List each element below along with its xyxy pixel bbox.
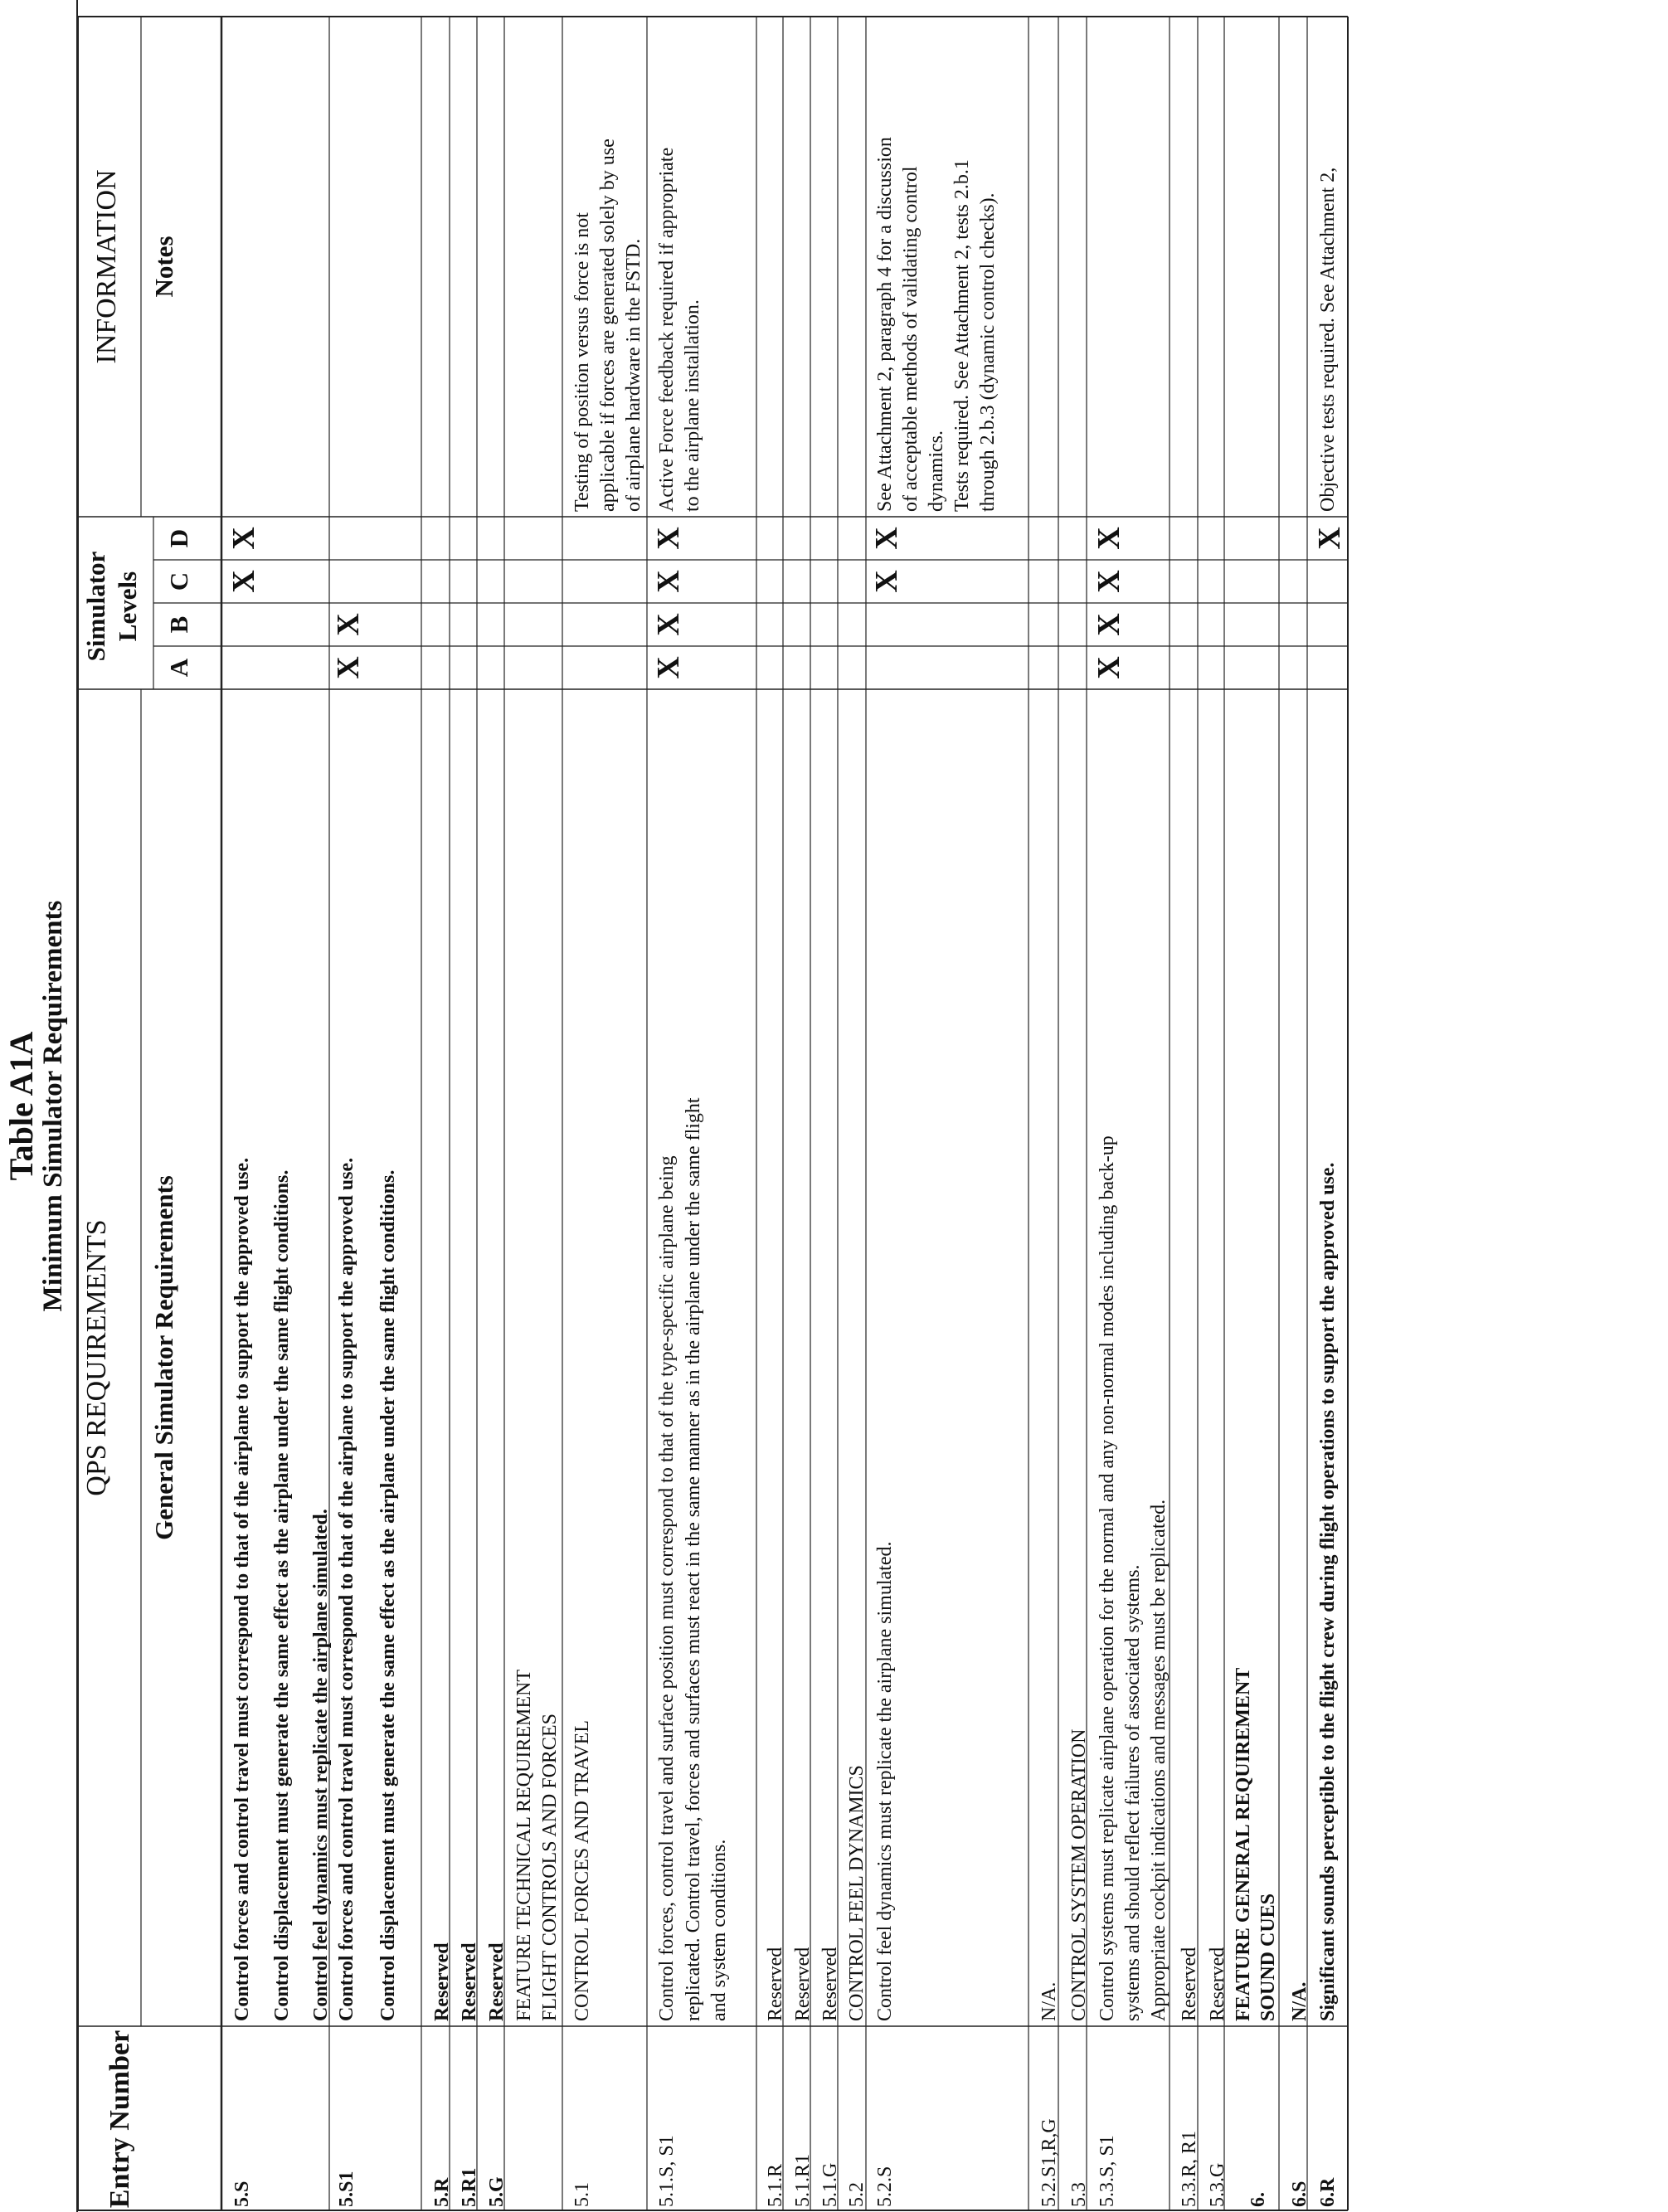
entry-number: 5.S1 (336, 2171, 357, 2207)
note-text: Tests required. See Attachment 2, tests 2.b.1 (951, 159, 973, 512)
level-d-mark: X (1092, 527, 1126, 550)
section-heading: CONTROL SYSTEM OPERATION (1068, 1728, 1090, 2021)
entry-number: 5.1.G (819, 2162, 841, 2207)
header-information: INFORMATION (91, 169, 122, 364)
level-c-mark: X (651, 570, 686, 593)
note-text: Active Force feedback required if appropriate (656, 147, 678, 512)
header-level-a: A (164, 658, 193, 678)
note-text: through 2.b.3 (dynamic control checks). (977, 192, 999, 512)
requirement-text: Reserved (459, 1942, 480, 2021)
requirement-text: Control displacement must generate the same effect as the airplane under the same flight conditions. (377, 1169, 399, 2021)
note-text: Objective tests required. See Attachment 2, (1317, 167, 1339, 512)
level-c-mark: X (226, 570, 261, 593)
requirement-text: Control displacement must generate the same effect as the airplane under the same flight conditions. (271, 1169, 293, 2021)
header-entry-number: Entry Number (105, 2030, 135, 2209)
level-a-mark: X (651, 656, 686, 679)
level-d-mark: X (869, 527, 904, 550)
entry-number: 5.1.R (765, 2163, 786, 2207)
header-simulator-levels: Simulator Levels (81, 551, 142, 662)
requirement-text: Reserved (431, 1942, 453, 2021)
feature-heading: FEATURE GENERAL REQUIREMENT (1233, 1667, 1254, 2021)
header-level-d: D (164, 528, 193, 548)
note-text: applicable if forces are generated solely by use (597, 139, 619, 512)
note-text: See Attachment 2, paragraph 4 for a discussion (874, 137, 896, 512)
entry-number: 5.2.S1,R,G (1038, 2118, 1060, 2207)
requirement-text: Control forces, control travel and surface position must correspond to that of the type-specific airplane being (656, 1155, 678, 2021)
requirement-text: Control feel dynamics must replicate the airplane simulated. (874, 1541, 896, 2021)
section-heading: CONTROL FEEL DYNAMICS (846, 1765, 868, 2021)
level-d-mark: X (226, 527, 261, 550)
entry-number: 5.S (231, 2180, 253, 2207)
level-c-mark: X (869, 570, 904, 593)
note-text: dynamics. (926, 430, 947, 512)
level-b-mark: X (331, 613, 366, 636)
requirement-text: Control systems must replicate airplane operation for the normal and any non-normal modes including back-up (1097, 1135, 1118, 2021)
header-qps-requirements: QPS REQUIREMENTS (81, 1219, 112, 1496)
entry-number: 5.R (431, 2177, 453, 2207)
header-general-requirements: General Simulator Requirements (149, 1175, 178, 1540)
requirement-text: Control feel dynamics must replicate the airplane simulated. (310, 1509, 332, 2021)
requirement-text: Reserved (1179, 1947, 1200, 2021)
requirement-text: Reserved (486, 1942, 508, 2021)
requirement-text: Control forces and control travel must correspond to that of the airplane to support the approved use. (231, 1157, 253, 2021)
requirement-text: replicated. Control travel, forces and surfaces must react in the same manner as in the airplane under the same flight (683, 1097, 704, 2021)
requirement-text: N/A. (1038, 1981, 1060, 2021)
feature-heading: FEATURE TECHNICAL REQUIREMENT (513, 1670, 535, 2021)
title-rule (76, 0, 78, 2212)
note-text: to the airplane installation. (682, 299, 703, 512)
header-notes: Notes (149, 236, 178, 298)
level-a-mark: X (1092, 656, 1126, 679)
requirement-text: Significant sounds perceptible to the flight crew during flight operations to support the approved use. (1317, 1162, 1339, 2021)
table-subtitle: Minimum Simulator Requirements (38, 900, 68, 1312)
entry-number: 5.3.G (1207, 2162, 1228, 2207)
requirement-text: Control forces and control travel must correspond to that of the airplane to support the approved use. (336, 1157, 357, 2021)
note-text: of acceptable methods of validating control (900, 166, 922, 512)
header-level-c: C (164, 571, 193, 591)
entry-number: 5.G (486, 2176, 508, 2207)
requirement-text: Reserved (1207, 1947, 1228, 2021)
requirement-text: N/A. (1289, 1981, 1311, 2021)
entry-number: 5.3.S, S1 (1097, 2135, 1118, 2207)
requirement-text: and system conditions. (708, 1839, 730, 2021)
requirement-text: Reserved (765, 1947, 786, 2021)
entry-number: 5.2.S (874, 2166, 896, 2207)
entry-number: 5.3.R, R1 (1179, 2130, 1200, 2207)
level-d-mark: X (1312, 527, 1347, 550)
level-b-mark: X (1092, 613, 1126, 636)
entry-number: 5.1 (571, 2182, 593, 2207)
note-text: of airplane hardware in the FSTD. (623, 238, 644, 512)
entry-number: 5.3 (1068, 2182, 1090, 2207)
level-b-mark: X (651, 613, 686, 636)
entry-number: 5.2 (846, 2182, 868, 2207)
feature-heading: SOUND CUES (1257, 1893, 1279, 2021)
section-heading: CONTROL FORCES AND TRAVEL (571, 1720, 593, 2021)
feature-heading: FLIGHT CONTROLS AND FORCES (539, 1714, 561, 2021)
requirement-text: Reserved (792, 1947, 814, 2021)
table-title: Table A1A (2, 1031, 40, 1181)
requirement-text: Reserved (819, 1947, 841, 2021)
level-a-mark: X (331, 656, 366, 679)
requirement-text: Appropriate cockpit indications and messages must be replicated. (1148, 1499, 1170, 2021)
entry-number: 5.1.S, S1 (656, 2135, 678, 2207)
requirement-text: systems and should reflect failures of associated systems. (1122, 1564, 1144, 2021)
level-c-mark: X (1092, 570, 1126, 593)
note-text: Testing of position versus force is not (571, 212, 593, 512)
level-d-mark: X (651, 527, 686, 550)
entry-number: 5.1.R1 (792, 2153, 814, 2207)
entry-number: 6. (1247, 2192, 1269, 2207)
entry-number: 6.R (1317, 2177, 1339, 2207)
entry-number: 5.R1 (459, 2167, 480, 2207)
entry-number: 6.S (1289, 2180, 1311, 2207)
header-level-b: B (164, 615, 193, 634)
